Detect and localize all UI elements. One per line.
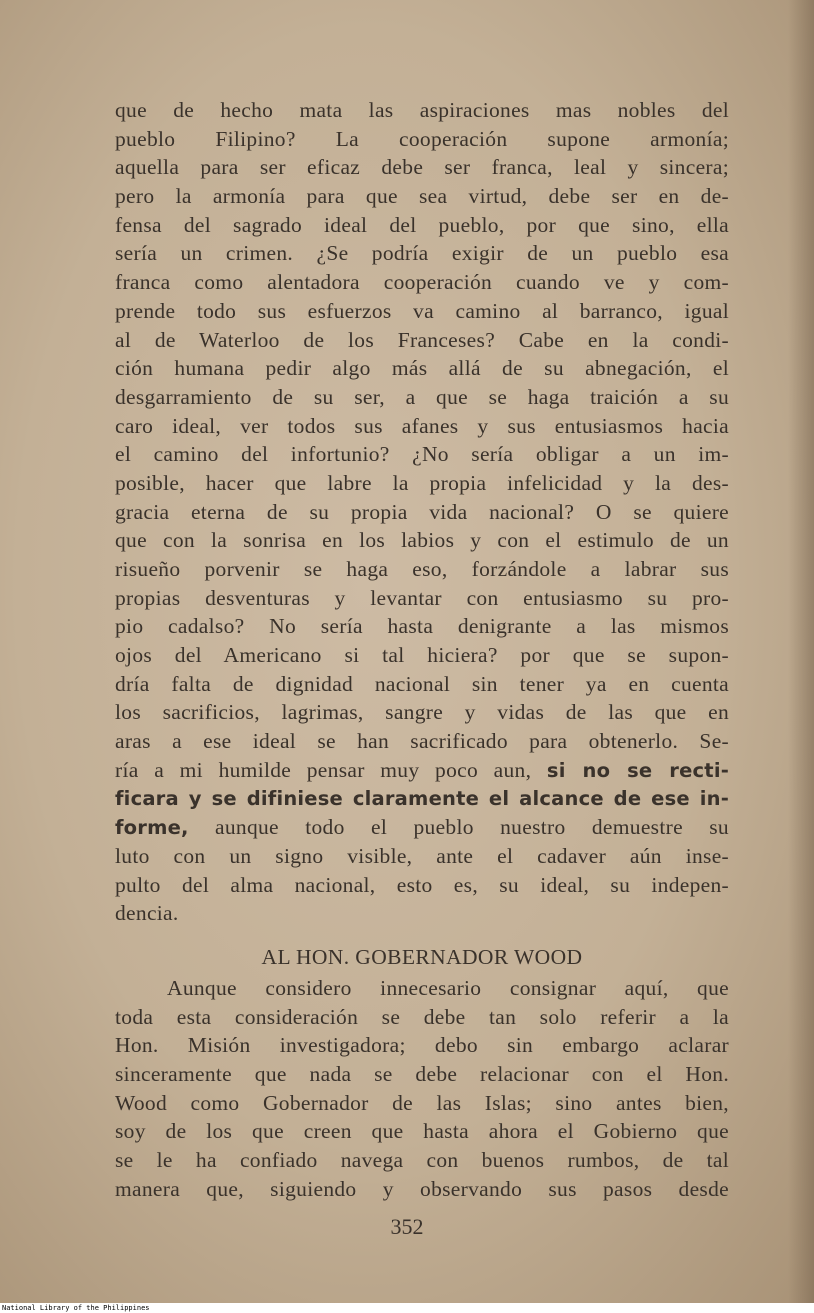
- text-line: Wood como Gobernador de las Islas; sino antes bien,: [115, 1090, 729, 1115]
- text-line: toda esta consideración se debe tan solo referir a la: [115, 1004, 729, 1029]
- text-line: aras a ese ideal se han sacrificado para obtenerlo. Se-: [115, 729, 729, 754]
- bold-text-segment: forme,: [115, 816, 189, 840]
- text-line: Hon. Misión investigadora; debo sin embargo aclarar: [115, 1033, 729, 1058]
- text-line: ción humana pedir algo más allá de su abnegación, el: [115, 356, 729, 381]
- text-segment: ría a mi humilde pensar muy poco aun,: [115, 757, 547, 782]
- text-line: pulto del alma nacional, esto es, su ideal, su indepen-: [115, 872, 729, 897]
- text-line: propias desventuras y levantar con entusiasmo su pro-: [115, 585, 729, 610]
- text-line: manera que, siguiendo y observando sus pasos desde: [115, 1176, 729, 1201]
- section-heading: AL HON. GOBERNADOR WOOD: [261, 944, 583, 969]
- library-credit: National Library of the Philippines: [2, 1304, 150, 1312]
- text-line: el camino del infortunio? ¿No sería obligar a un im-: [115, 442, 729, 467]
- paragraph-1: [115, 96, 729, 928]
- text-line: franca como alentadora cooperación cuando ve y com-: [115, 270, 729, 295]
- bold-text-segment: si no se recti-: [546, 758, 729, 782]
- text-line: pero la armonía para que sea virtud, debe ser en de-: [115, 184, 729, 209]
- text-line: fensa del sagrado ideal del pueblo, por que sino, ella: [115, 212, 729, 237]
- text-line-mixed: [115, 756, 729, 785]
- text-line: prende todo sus esfuerzos va camino al barranco, igual: [115, 298, 729, 323]
- text-line-indented: Aunque considero innecesario consignar aquí, que: [167, 975, 729, 1000]
- footer-bar: [0, 1303, 814, 1313]
- text-line: luto con un signo visible, ante el cadaver aún inse-: [115, 843, 729, 868]
- text-segment: aunque todo el pueblo nuestro demuestre su: [188, 815, 729, 840]
- text-line: que con la sonrisa en los labios y con el estimulo de un: [115, 528, 729, 553]
- text-line: desgarramiento de su ser, a que se haga traición a su: [115, 384, 729, 409]
- text-line: al de Waterloo de los Franceses? Cabe en la condi-: [115, 327, 729, 352]
- page-number: 352: [390, 1214, 424, 1239]
- text-line-mixed: [115, 813, 729, 842]
- text-line: dría falta de dignidad nacional sin tener ya en cuenta: [115, 671, 729, 696]
- text-line: caro ideal, ver todos sus afanes y sus entusiasmos hacia: [115, 413, 729, 438]
- text-line: soy de los que creen que hasta ahora el Gobierno que: [115, 1119, 729, 1144]
- text-line: pio cadalso? No sería hasta denigrante a las mismos: [115, 614, 729, 639]
- page-text: [115, 96, 729, 1203]
- text-line: posible, hacer que labre la propia infelicidad y la des-: [115, 470, 729, 495]
- text-line: risueño porvenir se haga eso, forzándole a labrar sus: [115, 557, 729, 581]
- text-line: ojos del Americano si tal hiciera? por que se supon-: [115, 643, 729, 668]
- text-line: se le ha confiado navega con buenos rumbos, de tal: [115, 1148, 729, 1173]
- text-line: sinceramente que nada se debe relacionar con el Hon.: [115, 1062, 729, 1086]
- paragraph-2: [115, 974, 729, 1204]
- bold-text-line: ficara y se difiniese claramente el alcance de ese in-: [115, 786, 729, 810]
- text-line: que de hecho mata las aspiraciones mas nobles del: [115, 98, 729, 122]
- text-line: aquella para ser eficaz debe ser franca, leal y sincera;: [115, 155, 729, 180]
- text-line: gracia eterna de su propia vida nacional? O se quiere: [115, 499, 729, 524]
- text-line: pueblo Filipino? La cooperación supone armonía;: [115, 126, 729, 151]
- text-line: los sacrificios, lagrimas, sangre y vidas de las que en: [115, 700, 729, 725]
- page-edge-shadow: [788, 0, 814, 1303]
- text-line: sería un crimen. ¿Se podría exigir de un pueblo esa: [115, 241, 729, 266]
- text-line-last: dencia.: [115, 901, 179, 926]
